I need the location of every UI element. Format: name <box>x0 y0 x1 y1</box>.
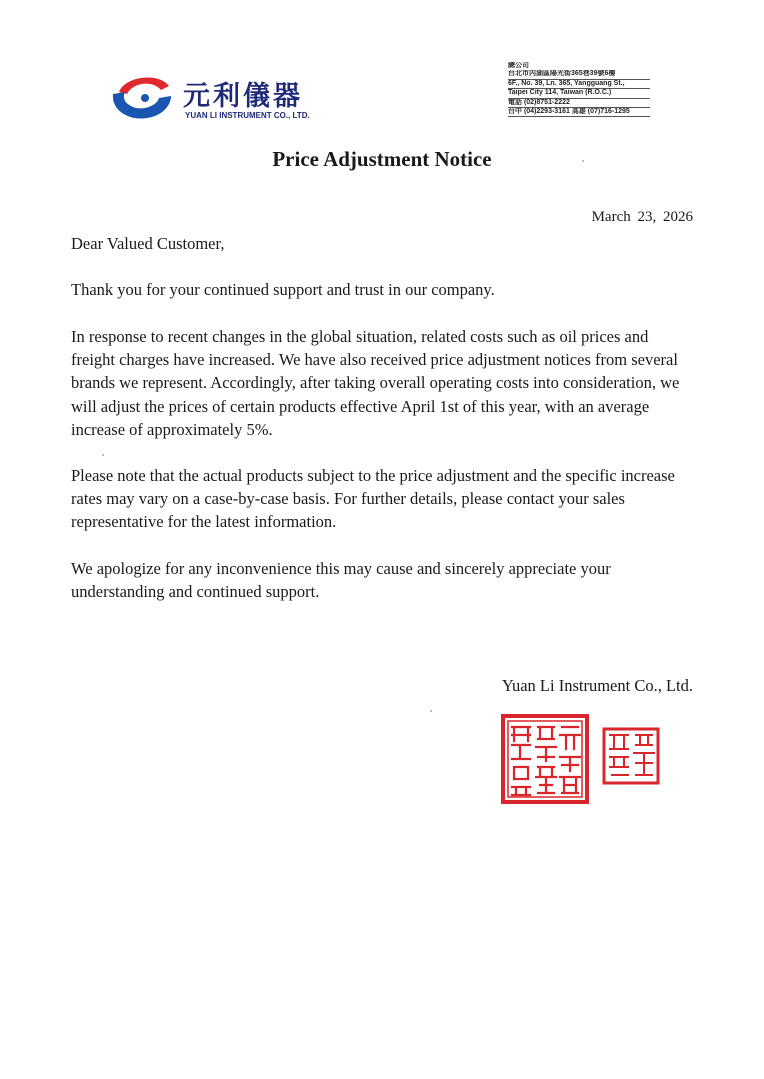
scan-speck <box>102 454 104 456</box>
address-line: 台北市內湖區陽光街365巷39號6樓 <box>508 70 650 79</box>
body-paragraph: In response to recent changes in the global situation, related costs such as oil prices and freight charges have increased. We have also received price adjustment notices from several brands we represent. Accordingly, after taking overall operating costs into consideration, we will adjust the prices of certain products effective April 1st of this year, with an average increase of approximately 5%. <box>71 327 680 439</box>
address-line: 電話 (02)8751-2222 <box>508 99 650 108</box>
company-address-block <box>508 62 650 117</box>
company-name-en: YUAN LI INSTRUMENT CO., LTD. <box>185 111 310 120</box>
notice-title: Price Adjustment Notice <box>272 147 492 171</box>
company-logo-icon <box>111 72 173 122</box>
address-line: 6F., No. 39, Ln. 365, Yangguang St., <box>508 80 650 89</box>
body-paragraph: Please note that the actual products subject to the price adjustment and the specific increase rates may vary on a case-by-case basis. For further details, please contact your sales representative for the latest information. <box>71 466 675 532</box>
body-paragraph: Thank you for your continued support and trust in our company. <box>71 280 495 299</box>
greeting: Dear Valued Customer, <box>71 234 225 253</box>
address-line: 台中 (04)2293-3161 高雄 (07)716-1295 <box>508 108 650 117</box>
signature-company-name: Yuan Li Instrument Co., Ltd. <box>501 676 693 695</box>
notice-date: March 23, 2026 <box>591 209 693 225</box>
scan-speck <box>582 160 584 162</box>
company-seal-stamp <box>500 713 590 805</box>
scan-speck <box>430 710 432 712</box>
company-name-cn: 元利儀器 <box>183 81 303 112</box>
address-line: Taipei City 114, Taiwan (R.O.C.) <box>508 89 650 98</box>
address-line: 總公司 <box>508 62 529 69</box>
body-paragraph: We apologize for any inconvenience this may cause and sincerely appreciate your understanding and continued support. <box>71 559 611 602</box>
representative-seal-stamp <box>602 727 660 785</box>
